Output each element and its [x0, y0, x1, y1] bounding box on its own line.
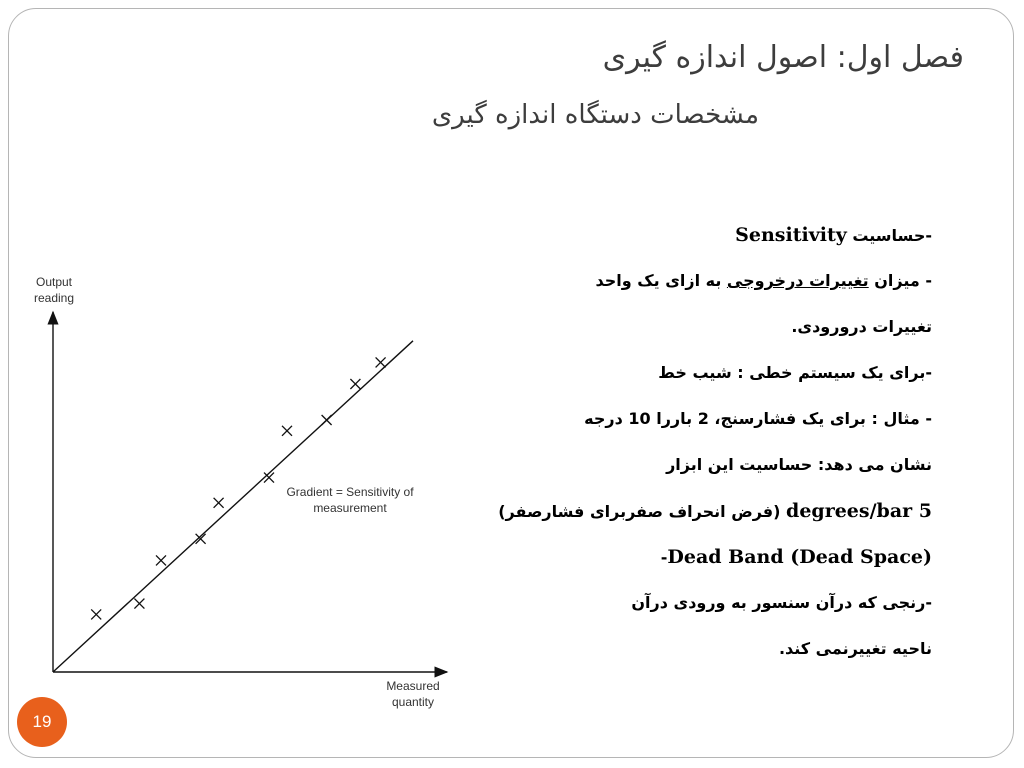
dead-band-dash: -: [660, 548, 668, 567]
sensitivity-heading: [492, 220, 932, 266]
data-point-10: [376, 357, 386, 367]
gradient-annotation-line2: measurement: [313, 501, 387, 515]
data-point-2: [134, 599, 144, 609]
gradient-annotation-line1: Gradient = Sensitivity of: [286, 485, 414, 499]
page-number-badge: 19: [17, 697, 67, 747]
definition-underlined: تغییرات درخروجی: [726, 271, 869, 290]
example-line: - مثال : برای یک فشارسنج، 2 باررا 10 درجه: [584, 409, 932, 428]
sensitivity-chart: [0, 260, 470, 720]
dead-band-definition-continued: ناحیه تغییرنمی کند.: [778, 639, 932, 658]
y-axis-label-line1: Output: [35, 275, 73, 289]
example-value-line: [492, 496, 932, 542]
data-point-9: [350, 379, 360, 389]
slide-body: [492, 220, 932, 680]
dead-band-term: (Dead Space) Dead Band: [667, 546, 932, 568]
sensitivity-prefix: -حساسیت: [846, 226, 932, 245]
x-axis-label-line1: Measured: [386, 679, 440, 693]
definition-end: به ازای یک واحد: [595, 271, 727, 290]
dead-band-definition: -رنجی که درآن سنسور به ورودی درآن: [631, 593, 932, 612]
definition-start: - میزان: [868, 271, 932, 290]
data-point-7: [282, 426, 292, 436]
example-note: (فرض انحراف صفربرای فشارصفر): [498, 502, 787, 521]
data-point-1: [91, 609, 101, 619]
x-axis-label-line2: quantity: [391, 695, 435, 709]
sensitivity-term: Sensitivity: [735, 224, 847, 246]
data-point-8: [322, 415, 332, 425]
example-value: 5 degrees/bar: [786, 500, 932, 522]
data-point-3: [156, 555, 166, 565]
slide-title: فصل اول: اصول اندازه گیری: [602, 40, 964, 75]
dead-band-heading: [492, 542, 932, 588]
example-result-line: نشان می دهد: حساسیت این ابزار: [666, 455, 932, 474]
y-axis-label-line2: reading: [33, 291, 75, 305]
slide-subtitle: مشخصات دستگاه اندازه گیری: [431, 100, 759, 130]
data-point-5: [214, 498, 224, 508]
definition-line: [492, 266, 932, 312]
definition-continued: تغییرات درورودی.: [791, 317, 932, 336]
linear-system-line: -برای یک سیستم خطی : شیب خط: [658, 363, 932, 382]
